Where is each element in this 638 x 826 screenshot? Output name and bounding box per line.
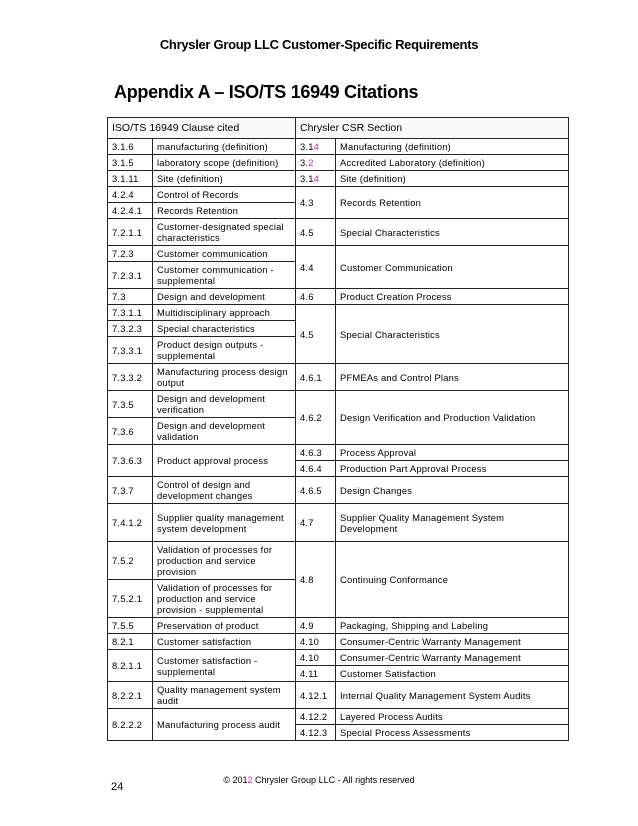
- appendix-title: Appendix A – ISO/TS 16949 Citations: [114, 82, 419, 102]
- csr-section-title: Production Part Approval Process: [336, 461, 569, 477]
- csr-section-number: 4.8: [296, 542, 336, 618]
- page-number: 24: [111, 781, 124, 793]
- iso-clause-title: manufacturing (definition): [153, 139, 296, 155]
- csr-section-title: Process Approval: [336, 445, 569, 461]
- iso-clause-number: 7.4.1.2: [108, 504, 153, 542]
- iso-clause-title: laboratory scope (definition): [153, 155, 296, 171]
- iso-clause-number: 7.3.6.3: [108, 445, 153, 477]
- csr-section-title: Customer Satisfaction: [336, 666, 569, 682]
- csr-section-title: PFMEAs and Control Plans: [336, 364, 569, 391]
- iso-clause-number: 7.3.3.1: [108, 337, 153, 364]
- table-row: [108, 445, 569, 461]
- table-row: [108, 682, 569, 709]
- iso-clause-title: Special characteristics: [153, 321, 296, 337]
- table-header-row: [108, 118, 569, 139]
- csr-number-highlight: 4: [313, 141, 320, 152]
- iso-clause-number: 7.3.2.3: [108, 321, 153, 337]
- iso-clause-number: 8.2.2.2: [108, 709, 153, 741]
- iso-clause-number: 3.1.6: [108, 139, 153, 155]
- iso-clause-number: 4.2.4.1: [108, 203, 153, 219]
- iso-clause-number: 7.5.2.1: [108, 580, 153, 618]
- csr-number-highlight: 2: [308, 157, 314, 168]
- iso-clause-number: 7.3.6: [108, 418, 153, 445]
- csr-section-number: 4.6.4: [296, 461, 336, 477]
- table-row: [108, 391, 569, 418]
- iso-clause-title: Manufacturing process audit: [153, 709, 296, 741]
- csr-section-title: Customer Communication: [336, 246, 569, 289]
- copyright-suffix: Chrysler Group LLC - All rights reserved: [252, 775, 415, 785]
- csr-section-number: 4.5: [296, 219, 336, 246]
- chrysler-csr-header: Chrysler CSR Section: [296, 118, 569, 139]
- csr-section-title: Manufacturing (definition): [336, 139, 569, 155]
- csr-section-title: Packaging, Shipping and Labeling: [336, 618, 569, 634]
- csr-section-number: 4.12.3: [296, 725, 336, 741]
- citations-table: [107, 117, 569, 741]
- iso-clause-title: Customer communication: [153, 246, 296, 262]
- csr-section-title: Consumer-Centric Warranty Management: [336, 650, 569, 666]
- table-row: [108, 618, 569, 634]
- iso-clause-title: Design and development validation: [153, 418, 296, 445]
- iso-clause-title: Product design outputs - supplemental: [153, 337, 296, 364]
- csr-section-number: 4.11: [296, 666, 336, 682]
- iso-clause-title: Design and development: [153, 289, 296, 305]
- iso-clause-number: 3.1.11: [108, 171, 153, 187]
- iso-clause-title: Preservation of product: [153, 618, 296, 634]
- csr-number-prefix: 3.: [300, 157, 309, 168]
- iso-clause-title: Design and development verification: [153, 391, 296, 418]
- iso-clause-number: 7.3: [108, 289, 153, 305]
- copyright-year-highlight: 2: [247, 775, 253, 785]
- iso-clause-title: Supplier quality management system development: [153, 504, 296, 542]
- csr-section-title: Design Verification and Production Validation: [336, 391, 569, 445]
- csr-number-prefix: 3.1: [300, 173, 314, 184]
- csr-section-number: 4.6.1: [296, 364, 336, 391]
- csr-section-title: Site (definition): [336, 171, 569, 187]
- table-row: [108, 477, 569, 504]
- table-row: [108, 171, 569, 187]
- iso-clause-title: Manufacturing process design output: [153, 364, 296, 391]
- csr-section-number: 4.6: [296, 289, 336, 305]
- csr-section-number: 4.12.1: [296, 682, 336, 709]
- iso-clause-title: Validation of processes for production and service provision - supplemental: [153, 580, 296, 618]
- csr-section-title: Supplier Quality Management System Development: [336, 504, 569, 542]
- csr-section-number: 4.10: [296, 634, 336, 650]
- csr-section-title: Consumer-Centric Warranty Management: [336, 634, 569, 650]
- csr-section-title: Design Changes: [336, 477, 569, 504]
- table-row: [108, 246, 569, 262]
- csr-number-prefix: 3.1: [300, 141, 314, 152]
- iso-clause-number: 7.3.1.1: [108, 305, 153, 321]
- csr-section-title: Special Process Assessments: [336, 725, 569, 741]
- table-row: [108, 542, 569, 580]
- iso-clause-number: 8.2.1: [108, 634, 153, 650]
- csr-section-title: Accredited Laboratory (definition): [336, 155, 569, 171]
- table-row: [108, 650, 569, 666]
- csr-section-number: 4.12.2: [296, 709, 336, 725]
- iso-clause-number: 7.3.3.2: [108, 364, 153, 391]
- iso-clause-title: Product approval process: [153, 445, 296, 477]
- table-row: [108, 289, 569, 305]
- iso-clause-title: Quality management system audit: [153, 682, 296, 709]
- csr-section-title: Records Retention: [336, 187, 569, 219]
- iso-clause-header: ISO/TS 16949 Clause cited: [108, 118, 296, 139]
- copyright-prefix: © 201: [223, 775, 248, 785]
- table-row: [108, 139, 569, 155]
- iso-clause-title: Customer communication - supplemental: [153, 262, 296, 289]
- csr-section-number: 4.6.3: [296, 445, 336, 461]
- table-row: [108, 709, 569, 725]
- iso-clause-number: 7.3.5: [108, 391, 153, 418]
- iso-clause-number: 7.5.5: [108, 618, 153, 634]
- table-row: [108, 634, 569, 650]
- iso-clause-number: 4.2.4: [108, 187, 153, 203]
- table-row: [108, 504, 569, 542]
- iso-clause-title: Multidisciplinary approach: [153, 305, 296, 321]
- csr-section-title: Internal Quality Management System Audits: [336, 682, 569, 709]
- iso-clause-number: 7.3.7: [108, 477, 153, 504]
- table-row: [108, 187, 569, 203]
- csr-section-title: Continuing Conformance: [336, 542, 569, 618]
- csr-section-number: [296, 171, 336, 187]
- csr-section-title: Special Characteristics: [336, 219, 569, 246]
- csr-section-title: Product Creation Process: [336, 289, 569, 305]
- iso-clause-title: Records Retention: [153, 203, 296, 219]
- iso-clause-title: Validation of processes for production and service provision: [153, 542, 296, 580]
- iso-clause-number: 7.2.3: [108, 246, 153, 262]
- csr-section-title: Layered Process Audits: [336, 709, 569, 725]
- iso-clause-title: Customer-designated special characteristics: [153, 219, 296, 246]
- csr-section-number: 4.6.2: [296, 391, 336, 445]
- table-row: [108, 364, 569, 391]
- iso-clause-number: 8.2.2.1: [108, 682, 153, 709]
- csr-section-number: 4.6.5: [296, 477, 336, 504]
- table-row: [108, 219, 569, 246]
- csr-section-number: [296, 139, 336, 155]
- csr-section-number: 4.9: [296, 618, 336, 634]
- csr-number-highlight: 4: [313, 173, 320, 184]
- csr-section-number: 4.5: [296, 305, 336, 364]
- iso-clause-number: 7.2.1.1: [108, 219, 153, 246]
- iso-clause-title: Control of design and development changes: [153, 477, 296, 504]
- iso-clause-title: Customer satisfaction: [153, 634, 296, 650]
- iso-clause-number: 3.1.5: [108, 155, 153, 171]
- page-header: Chrysler Group LLC Customer-Specific Requirements: [159, 37, 479, 52]
- iso-clause-number: 7.5.2: [108, 542, 153, 580]
- table-row: [108, 305, 569, 321]
- csr-section-number: [296, 155, 336, 171]
- table-row: [108, 155, 569, 171]
- iso-clause-title: Site (definition): [153, 171, 296, 187]
- csr-section-number: 4.10: [296, 650, 336, 666]
- csr-section-number: 4.3: [296, 187, 336, 219]
- iso-clause-number: 7.2.3.1: [108, 262, 153, 289]
- iso-clause-title: Control of Records: [153, 187, 296, 203]
- csr-section-title: Special Characteristics: [336, 305, 569, 364]
- copyright-footer: [0, 775, 638, 785]
- csr-section-number: 4.4: [296, 246, 336, 289]
- iso-clause-number: 8.2.1.1: [108, 650, 153, 682]
- csr-section-number: 4.7: [296, 504, 336, 542]
- iso-clause-title: Customer satisfaction - supplemental: [153, 650, 296, 682]
